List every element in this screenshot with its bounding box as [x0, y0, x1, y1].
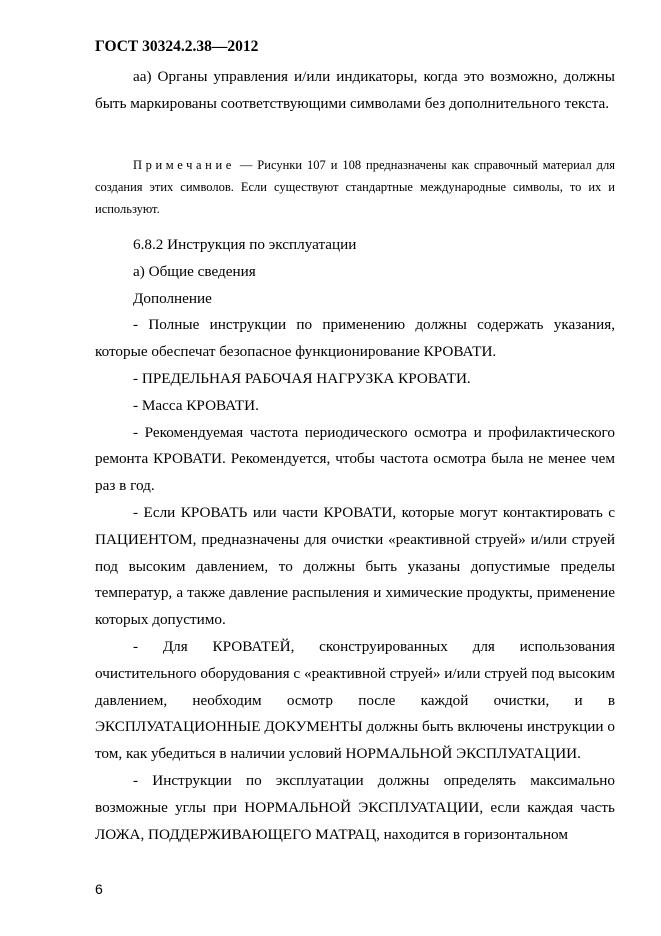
addition-label: Дополнение [133, 289, 212, 307]
list-item: - ПРЕДЕЛЬНАЯ РАБОЧАЯ НАГРУЗКА КРОВАТИ. [133, 369, 471, 387]
note-text: –– Рисунки 107 и 108 предназначены как справочный материал для создания этих символов. Если существуют стандартные международные символы, то их и используют. [95, 158, 615, 216]
note-label: Примечание [133, 158, 235, 172]
body-block-main [95, 232, 615, 848]
page-number: 6 [95, 881, 103, 897]
list-item: - Масса КРОВАТИ. [133, 396, 259, 414]
body-block-top [95, 64, 615, 118]
list-item: - Инструкции по эксплуатации должны определять максимально возможные углы при НОРМАЛЬНОЙ ЭКСПЛУАТАЦИИ, если каждая часть ЛОЖА, ПОДДЕРЖИВАЮЩЕГО МАТРАЦ, находится в горизонтальном [95, 771, 615, 843]
list-item: - Если КРОВАТЬ или части КРОВАТИ, которые могут контактировать с ПАЦИЕНТОМ, предназначены для очистки «реактивной струей» и/или струей под высоким давлением, то должны быть указаны допустимые пределы температур, а также давление распыления и химические продукты, применение которых допустимо. [95, 503, 615, 629]
note-block [95, 154, 615, 220]
list-item: - Полные инструкции по применению должны содержать указания, которые обеспечат безопасное функционирование КРОВАТИ. [95, 316, 615, 361]
paragraph-aa: аа) Органы управления и/или индикаторы, когда это возможно, должны быть маркированы соответствующими символами без дополнительного текста. [95, 68, 615, 112]
list-item: - Рекомендуемая частота периодического осмотра и профилактического ремонта КРОВАТИ. Рекомендуется, чтобы частота осмотра была не менее чем раз в год. [95, 423, 615, 495]
list-item: - Для КРОВАТЕЙ, сконструированных для использования очистительного оборудования с «реактивной струей» и/или струей под высоким давлением, необходим осмотр после каждой очистки, и в ЭКСПЛУАТАЦИОННЫЕ ДОКУМЕНТЫ должны быть включены инструкции о том, как убедиться в наличии условий НОРМАЛЬНОЙ ЭКСПЛУАТАЦИИ. [95, 637, 615, 763]
document-header: ГОСТ 30324.2.38—2012 [95, 38, 259, 55]
subsection-heading: а) Общие сведения [133, 262, 256, 280]
section-heading: 6.8.2 Инструкция по эксплуатации [133, 236, 357, 253]
note-paragraph [95, 154, 615, 220]
